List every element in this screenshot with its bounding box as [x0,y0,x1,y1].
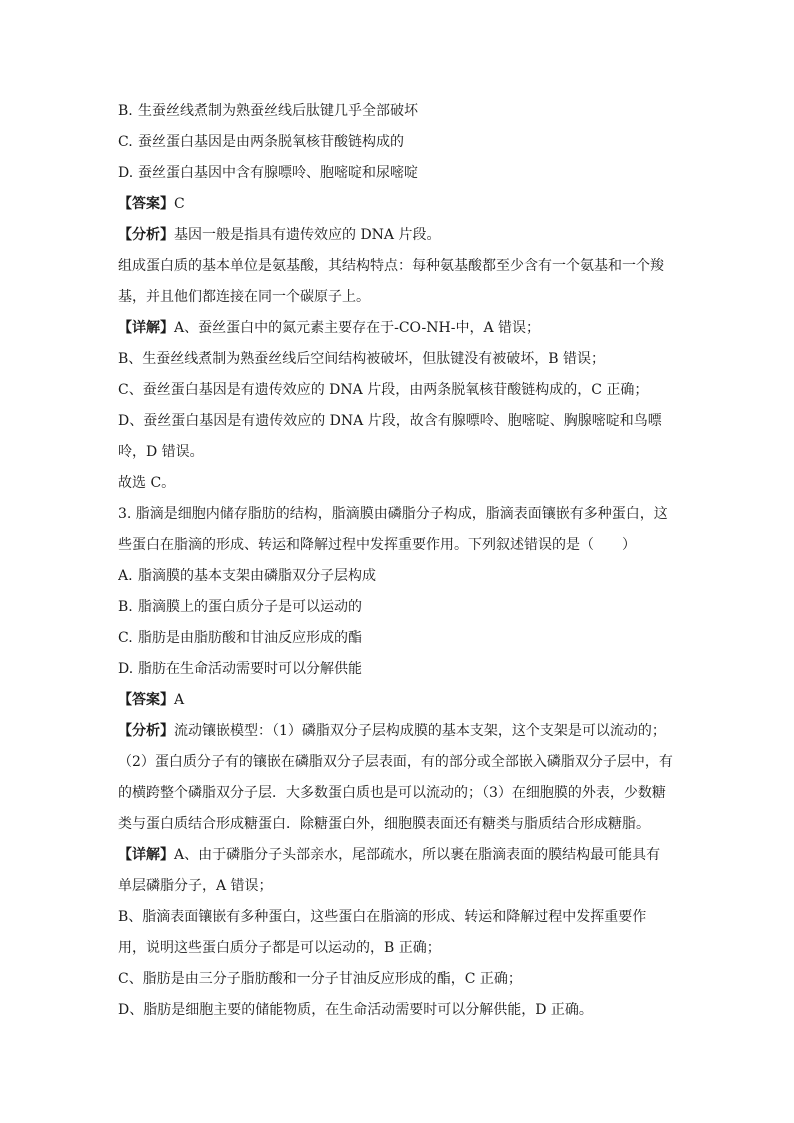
q2-analysis-line3: 基，并且他们都连接在同一个碳原子上。 [118,289,370,305]
option-text: 蚕丝蛋白基因中含有腺嘌呤、胞嘧啶和尿嘧啶 [138,165,418,181]
q3-detail-c: C、脂肪是由三分子脂肪酸和一分子甘油反应形成的酯，C 正确； [118,971,522,987]
q3-analysis-line1 [118,716,678,747]
detail-tag: 【详解】 [118,847,174,863]
answer-value: C [174,196,185,212]
q3-analysis-line2: （2）蛋白质分子有的镶嵌在磷脂双分子层表面，有的部分或全部嵌入磷脂双分子层中，有 [118,754,673,770]
analysis-text: 流动镶嵌模型：（1）磷脂双分子层构成膜的基本支架，这个支架是可以流动的； [174,723,666,739]
q3-detail-b1: B、脂滴表面镶嵌有多种蛋白，这些蛋白在脂滴的形成、转运和降解过程中发挥重要作 [118,909,647,925]
option-letter: B. [118,599,133,615]
q2-analysis-line1 [118,220,678,251]
detail-tag: 【详解】 [118,320,174,336]
option-letter: C. [118,134,133,150]
detail-text: A、蚕丝蛋白中的氮元素主要存在于-CO-NH-中，A 错误； [174,320,541,336]
q3-option-a [118,561,678,592]
q2-detail-a [118,313,678,344]
option-text: 生蚕丝线煮制为熟蚕丝线后肽键几乎全部破坏 [138,103,418,119]
q2-option-d [118,158,678,189]
q2-detail-b: B、生蚕丝线煮制为熟蚕丝线后空间结构被破坏，但肽键没有被破坏，B 错误； [118,351,606,367]
q2-conclusion: 故选 C。 [118,475,176,491]
q3-option-c [118,623,678,654]
option-text: 蚕丝蛋白基因是由两条脱氧核苷酸链构成的 [138,134,404,150]
answer-value: A [174,692,185,708]
q3-stem-line1: 3. 脂滴是细胞内储存脂肪的结构，脂滴膜由磷脂分子构成，脂滴表面镶嵌有多种蛋白，这 [118,506,668,522]
q2-option-c [118,127,678,158]
q3-detail-a1 [118,840,678,871]
option-letter: B. [118,103,133,119]
option-letter: A. [118,568,133,584]
option-letter: D. [118,165,134,181]
q2-answer [118,189,678,220]
document-page [118,96,678,1026]
q3-analysis-line4: 类与蛋白质结合形成糖蛋白．除糖蛋白外，细胞膜表面还有糖类与脂质结合形成糖脂。 [118,816,650,832]
option-text: 脂肪在生命活动需要时可以分解供能 [138,661,362,677]
q3-analysis-line3: 的横跨整个磷脂双分子层．大多数蛋白质也是可以流动的；（3）在细胞膜的外表，少数糖 [118,785,666,801]
option-text: 脂肪是由脂肪酸和甘油反应形成的酯 [138,630,362,646]
q2-detail-d1: D、蚕丝蛋白基因是有遗传效应的 DNA 片段，故含有腺嘌呤、胞嘧啶、胸腺嘧啶和鸟嘌 [118,413,662,429]
answer-tag: 【答案】 [118,692,174,708]
q3-detail-d: D、脂肪是细胞主要的储能物质，在生命活动需要时可以分解供能，D 正确。 [118,1002,593,1018]
option-letter: D. [118,661,134,677]
option-text: 脂滴膜上的蛋白质分子是可以运动的 [138,599,362,615]
analysis-tag: 【分析】 [118,723,174,739]
q2-detail-c: C、蚕丝蛋白基因是有遗传效应的 DNA 片段，由两条脱氧核苷酸链构成的，C 正确； [118,382,649,398]
q3-option-d [118,654,678,685]
q3-stem-line2: 些蛋白在脂滴的形成、转运和降解过程中发挥重要作用。下列叙述错误的是（ ） [118,537,636,553]
q3-detail-a2: 单层磷脂分子，A 错误； [118,878,273,894]
option-text: 脂滴膜的基本支架由磷脂双分子层构成 [138,568,376,584]
q2-detail-d2: 呤，D 错误。 [118,444,204,460]
analysis-text: 基因一般是指具有遗传效应的 DNA 片段。 [174,227,441,243]
detail-text: A、由于磷脂分子头部亲水，尾部疏水，所以裹在脂滴表面的膜结构最可能具有 [174,847,661,863]
q3-answer [118,685,678,716]
q3-detail-b2: 用，说明这些蛋白质分子都是可以运动的，B 正确； [118,940,441,956]
answer-tag: 【答案】 [118,196,174,212]
q2-option-b [118,96,678,127]
analysis-tag: 【分析】 [118,227,174,243]
q3-option-b [118,592,678,623]
q2-analysis-line2: 组成蛋白质的基本单位是氨基酸，其结构特点：每种氨基酸都至少含有一个氨基和一个羧 [118,258,664,274]
option-letter: C. [118,630,133,646]
